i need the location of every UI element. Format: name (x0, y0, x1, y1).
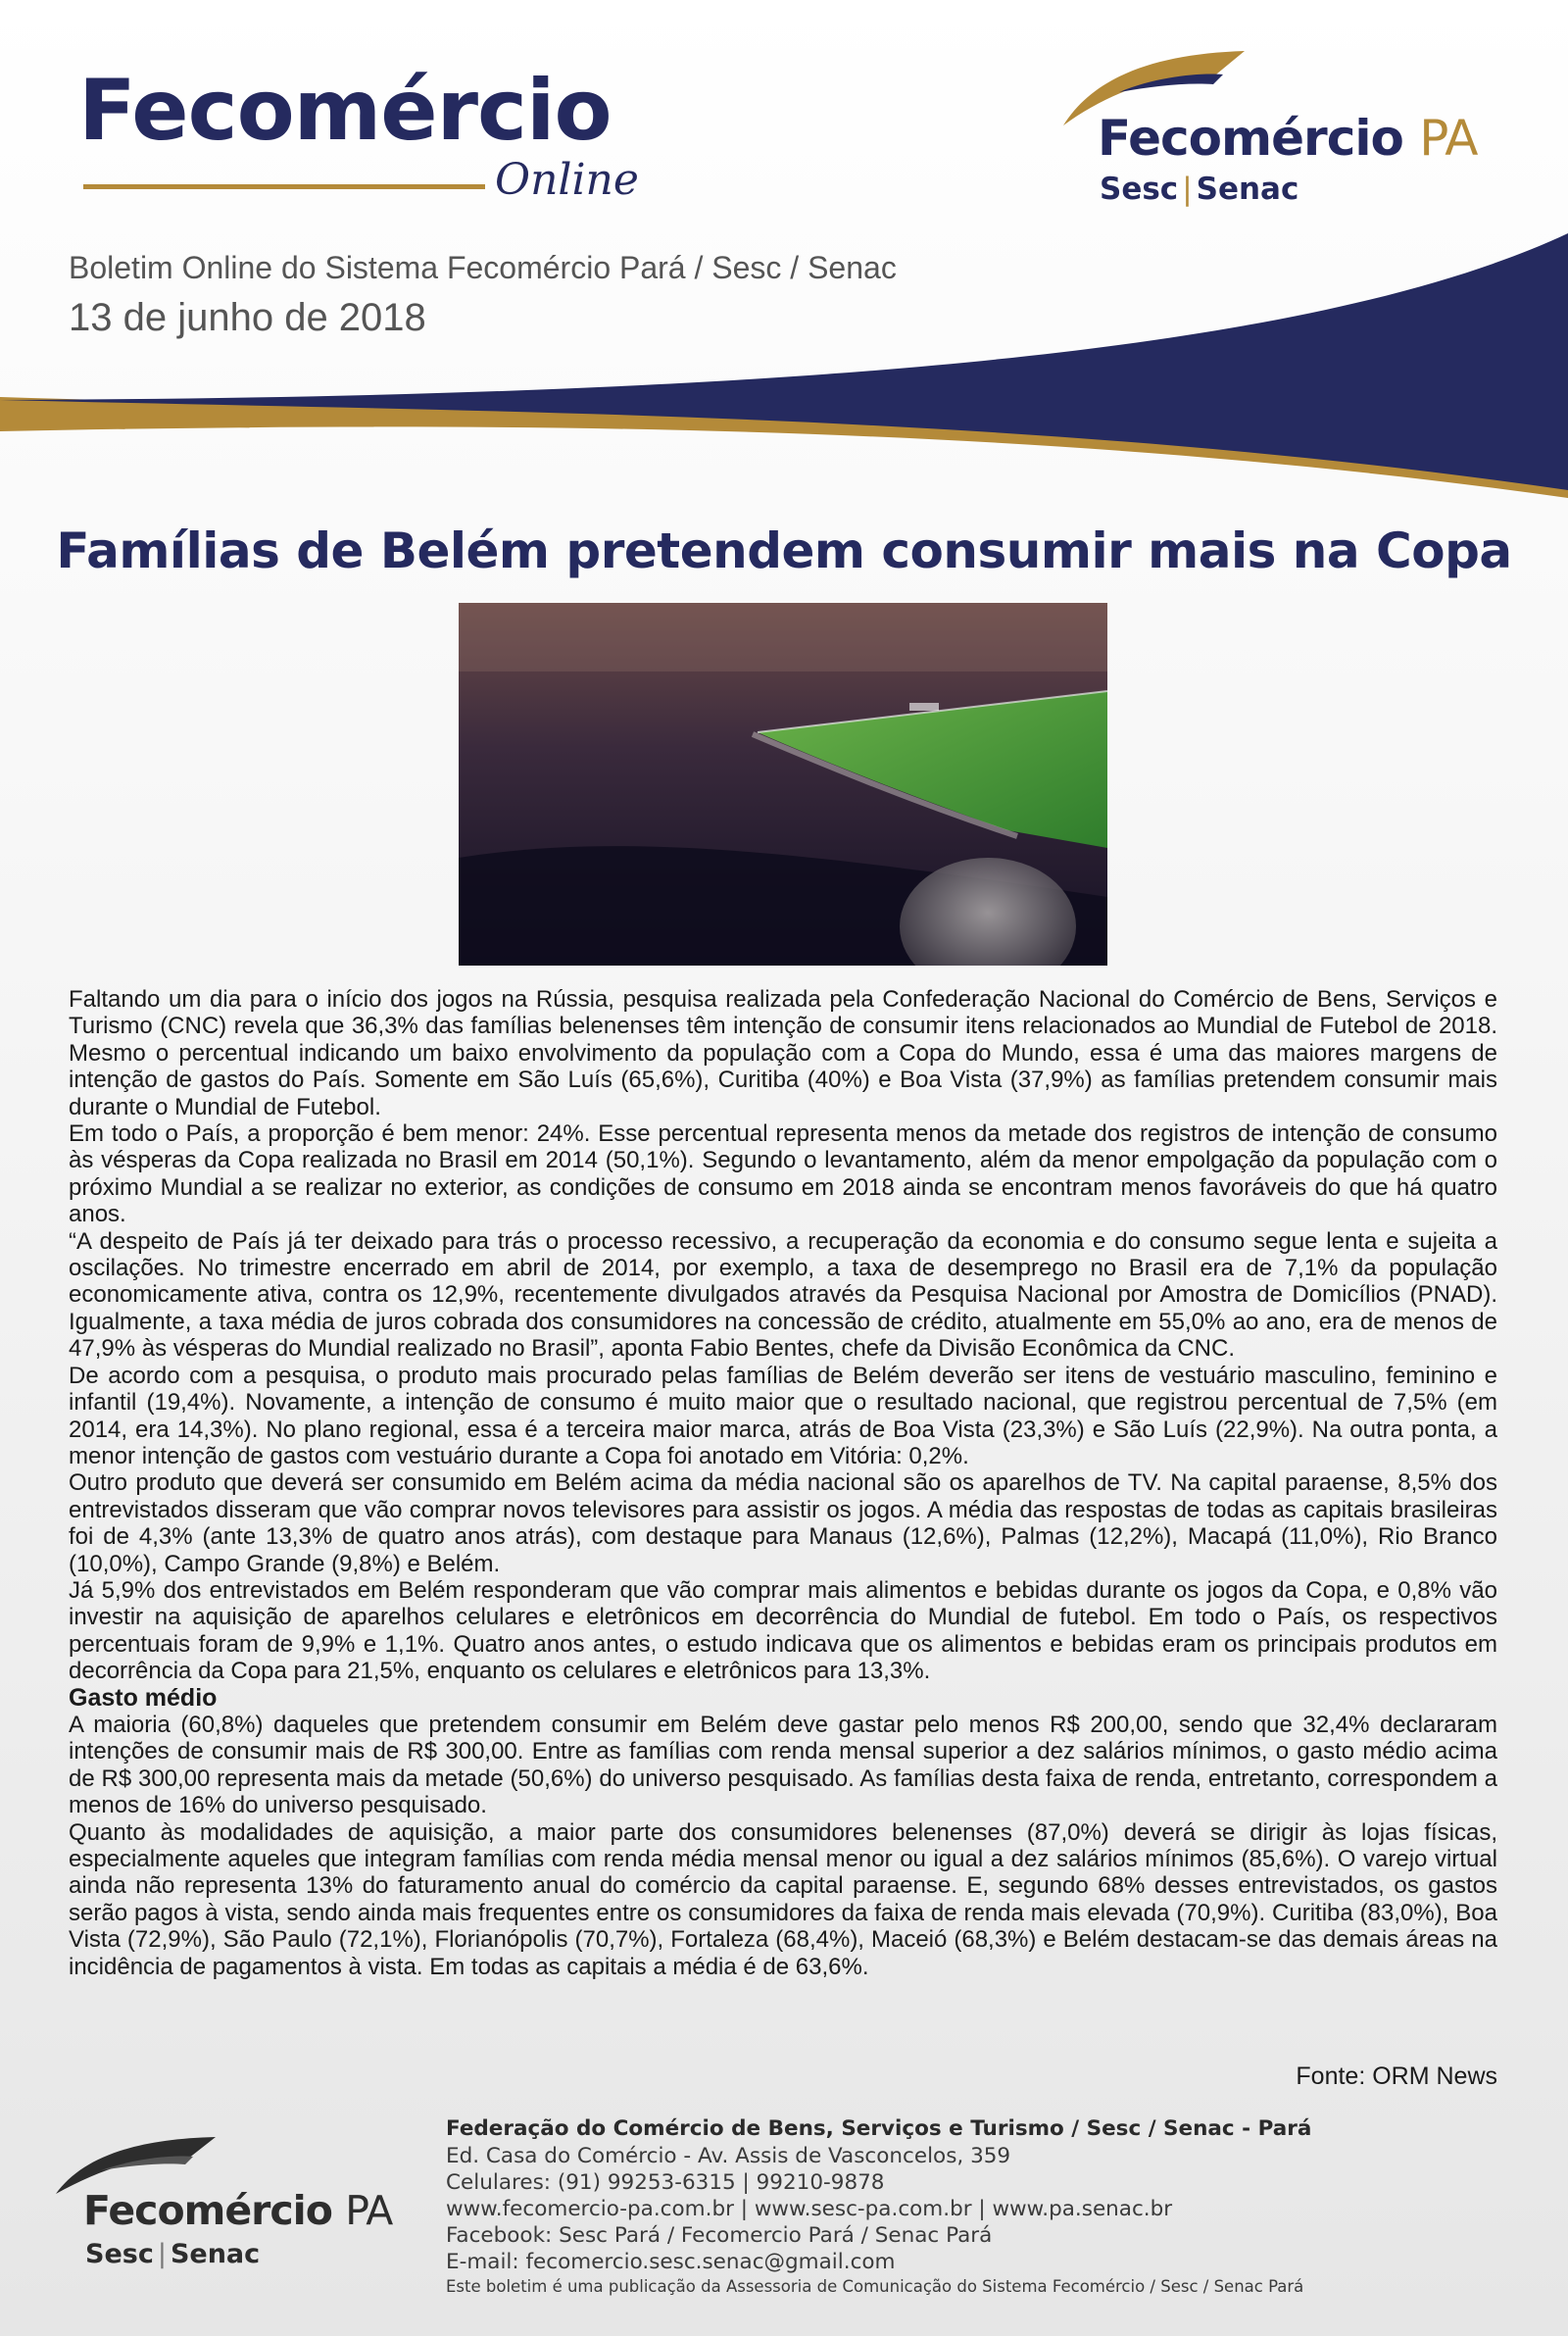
article-paragraph: Outro produto que deverá ser consumido em Belém acima da média nacional são os aparelhos de TV. Na capital paraense, 8,5% dos entrevistados disseram que vão comprar novos televisores para assistir os jogos. A média das respostas de todas as capitais brasileiras foi de 4,3% (ante 13,3% de quatro anos atrás), com destaque para Manaus (12,6%), Palmas (12,2%), Macapá (11,0%), Rio Branco (10,0%), Campo Grande (9,8%) e Belém. (69, 1469, 1497, 1577)
footer-organization: Federação do Comércio de Bens, Serviços e Turismo / Sesc / Senac - Pará (446, 2116, 1312, 2141)
logo-senac: Senac (1196, 172, 1299, 207)
masthead-online-label: Online (495, 155, 639, 205)
footer-contact (446, 2115, 1534, 2299)
stadium-image (459, 603, 1107, 966)
article-paragraph: Faltando um dia para o início dos jogos na Rússia, pesquisa realizada pela Confederação Nacional do Comércio de Bens, Serviços e Turismo (CNC) revela que 36,3% das famílias belenenses têm intenção de consumir itens relacionados ao Mundial de Futebol de 2018. Mesmo o percentual indicando um baixo envolvimento da população com a Copa do Mundo, essa é uma das maiores margens de intenção de gastos do País. Somente em São Luís (65,6%), Curitiba (40%) e Boa Vista (37,9%) as famílias pretendem consumir mais durante o Mundial de Futebol. (69, 986, 1497, 1120)
footer-facebook: Facebook: Sesc Pará / Fecomercio Pará / Senac Pará (446, 2223, 993, 2248)
article-source: Fonte: ORM News (1296, 2063, 1497, 2090)
footer-logo-name: Fecomércio (83, 2187, 332, 2234)
fecomercio-pa-logo[interactable] (1058, 49, 1509, 221)
masthead-title: Fecomércio (78, 62, 612, 160)
article-paragraph: Quanto às modalidades de aquisição, a maior parte dos consumidores belenenses (87,0%) deverá se dirigir às lojas físicas, especialmente aqueles que integram famílias com renda média mensal menor ou igual a dez salários mínimos (85,6%). O varejo virtual ainda não representa 13% do faturamento anual do comércio da capital paraense. E, segundo 68% desses entrevistados, os gastos serão pagos à vista, sendo ainda mais frequentes entre os consumidores da faixa de renda mais elevada (70,9%). Curitiba (83,0%), Boa Vista (72,9%), São Paulo (72,1%), Florianópolis (70,7%), Fortaleza (68,4%), Maceió (68,3%) e Belém destacam-se das demais áreas na incidência de pagamentos à vista. Em todas as capitais a média é de 63,6%. (69, 1818, 1497, 1980)
logo-sesc: Sesc (1100, 172, 1179, 207)
footer-logo-region: PA (345, 2187, 393, 2234)
footer-logo[interactable] (54, 2137, 416, 2284)
logo-region: PA (1419, 110, 1478, 167)
logo-name: Fecomércio (1098, 110, 1403, 167)
article-body (69, 986, 1497, 1980)
footer-websites[interactable]: www.fecomercio-pa.com.br | www.sesc-pa.com.br | www.pa.senac.br (446, 2197, 1173, 2221)
bulletin-subtitle: Boletim Online do Sistema Fecomércio Pará / Sesc / Senac (69, 250, 897, 285)
footer-logo-senac: Senac (170, 2239, 261, 2269)
footer-logo-subline (85, 2241, 260, 2267)
footer-logo-wordmark (83, 2187, 393, 2234)
article-paragraph: Já 5,9% dos entrevistados em Belém responderam que vão comprar mais alimentos e bebidas durante os jogos da Copa, e 0,8% vão investir na aquisição de aparelhos celulares e eletrônicos em decorrência do Mundial de futebol. Em todo o País, os respectivos percentuais foram de 9,9% e 1,1%. Quatro anos antes, o estudo indicava que os alimentos e bebidas eram os principais produtos em decorrência da Copa para 21,5%, enquanto os celulares e eletrônicos para 13,3%. (69, 1576, 1497, 1685)
footer-address: Ed. Casa do Comércio - Av. Assis de Vasconcelos, 359 (446, 2144, 1011, 2168)
footer-email[interactable]: E-mail: fecomercio.sesc.senac@gmail.com (446, 2250, 896, 2274)
logo-divider: | (1182, 172, 1193, 207)
stadium-photo (459, 603, 1107, 966)
footer-phones: Celulares: (91) 99253-6315 | 99210-9878 (446, 2170, 885, 2195)
masthead-gold-rule (83, 184, 485, 189)
footer-logo-divider: | (157, 2239, 167, 2269)
logo-wordmark (1098, 110, 1478, 167)
article-paragraph: De acordo com a pesquisa, o produto mais procurado pelas famílias de Belém deverão ser itens de vestuário masculino, feminino e infantil (19,4%). Novamente, a intenção de consumo é muito maior que o resultado nacional, que registrou percentual de 7,5% (em 2014, era 14,3%). No plano regional, essa é a terceira maior marca, atrás de Boa Vista (23,3%) e São Luís (22,9%). Na outra ponta, a menor intenção de gastos com vestuário durante a Copa foi anotado em Vitória: 0,2%. (69, 1362, 1497, 1469)
article-paragraph: Em todo o País, a proporção é bem menor: 24%. Esse percentual representa menos da metade dos registros de intenção de consumo às vésperas da Copa realizada no Brasil em 2014 (50,1%). Segundo o levantamento, além da menor empolgação da população com o próximo Mundial a se realizar no exterior, as condições de consumo em 2018 ainda se encontram menos favoráveis do que há quatro anos. (69, 1120, 1497, 1228)
article-paragraph: A maioria (60,8%) daqueles que pretendem consumir em Belém deve gastar pelo menos R$ 200,00, sendo que 32,4% declararam intenções de consumir mais de R$ 300,00. Entre as famílias com renda mensal superior a dez salários mínimos, o gasto médio acima de R$ 300,00 representa mais da metade (50,6%) do universo pesquisado. As famílias desta faixa de renda, entretanto, correspondem a menos de 16% do universo pesquisado. (69, 1711, 1497, 1819)
issue-date: 13 de junho de 2018 (69, 296, 426, 339)
article-subheading: Gasto médio (69, 1683, 218, 1712)
article-paragraph: “A despeito de País já ter deixado para trás o processo recessivo, a recuperação da economia e do consumo segue lenta e sujeita a oscilações. No trimestre encerrado em abril de 2014, por exemplo, a taxa de desemprego no Brasil era de 7,1% da população economicamente ativa, contra os 12,9%, recentemente divulgados através da Pesquisa Nacional por Amostra de Domicílios (PNAD). Igualmente, a taxa média de juros cobrada dos consumidores na concessão de crédito, atualmente em 55,0% ao ano, era de menos de 47,9% às vésperas do Mundial realizado no Brasil”, aponta Fabio Bentes, chefe da Divisão Econômica da CNC. (69, 1227, 1497, 1363)
logo-subline (1100, 174, 1298, 205)
footer-credit: Este boletim é uma publicação da Assessoria de Comunicação do Sistema Fecomércio / Sesc / Senac Pará (446, 2277, 1304, 2296)
footer-logo-sesc: Sesc (85, 2239, 154, 2269)
header-wave-band (0, 225, 1568, 510)
article-headline: Famílias de Belém pretendem consumir mais na Copa (56, 522, 1512, 579)
